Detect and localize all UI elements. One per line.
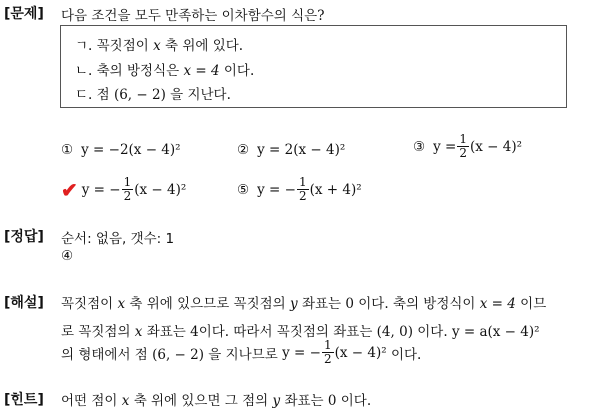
explanation-line-2: 로 꼭짓점의 x 좌표는 4이다. 따라서 꼭짓점의 좌표는 (4, 0) 이다. y = a(x − 4)² bbox=[61, 324, 540, 340]
option-4[interactable]: ✔ y = − $\frac{1}{2}$ (x − 4)² bbox=[61, 175, 187, 203]
explanation-line-3: 의 형태에서 점 (6, − 2) 을 지나므로 y = − $\frac{1}{2}$ (x − 4)² 이다. bbox=[61, 338, 422, 366]
question-text: 다음 조건을 모두 만족하는 이차함수의 식은? bbox=[61, 8, 325, 24]
option-2[interactable]: ② y = 2(x − 4)² bbox=[237, 142, 346, 158]
condition-1: ㄱ. 꼭짓점이 x 축 위에 있다. bbox=[75, 38, 244, 54]
conditions-box bbox=[60, 25, 567, 108]
fraction: $\frac{1}{2}$ bbox=[298, 175, 307, 203]
condition-3: ㄷ. 점 (6, − 2) 을 지난다. bbox=[75, 87, 231, 103]
explanation-line-1: 꼭짓점이 x 축 위에 있으므로 꼭짓점의 y 좌표는 0 이다. 축의 방정식이 x = 4 이므 bbox=[61, 296, 547, 312]
checkmark-icon: ✔ bbox=[61, 177, 78, 202]
problem-label: [문제] bbox=[4, 6, 44, 22]
answer-label: [정답] bbox=[4, 229, 44, 245]
fraction: $\frac{1}{2}$ bbox=[459, 132, 467, 160]
hint-label: [힌트] bbox=[4, 392, 44, 408]
fraction: $\frac{1}{2}$ bbox=[323, 338, 332, 366]
answer-meta: 순서: 없음, 갯수: 1 bbox=[61, 231, 175, 247]
option-5[interactable]: ⑤ y = − $\frac{1}{2}$ (x + 4)² bbox=[237, 175, 362, 203]
explanation-label: [해설] bbox=[4, 295, 44, 311]
fraction: $\frac{1}{2}$ bbox=[123, 175, 132, 203]
hint-text: 어떤 점이 x 축 위에 있으면 그 점의 y 좌표는 0 이다. bbox=[61, 393, 372, 409]
option-1[interactable]: ① y = −2(x − 4)² bbox=[61, 142, 181, 158]
condition-2: ㄴ. 축의 방정식은 x = 4 이다. bbox=[75, 63, 255, 79]
option-3[interactable]: ③ y = $\frac{1}{2}$ (x − 4)² bbox=[413, 132, 523, 160]
answer-value: ④ bbox=[61, 248, 74, 264]
